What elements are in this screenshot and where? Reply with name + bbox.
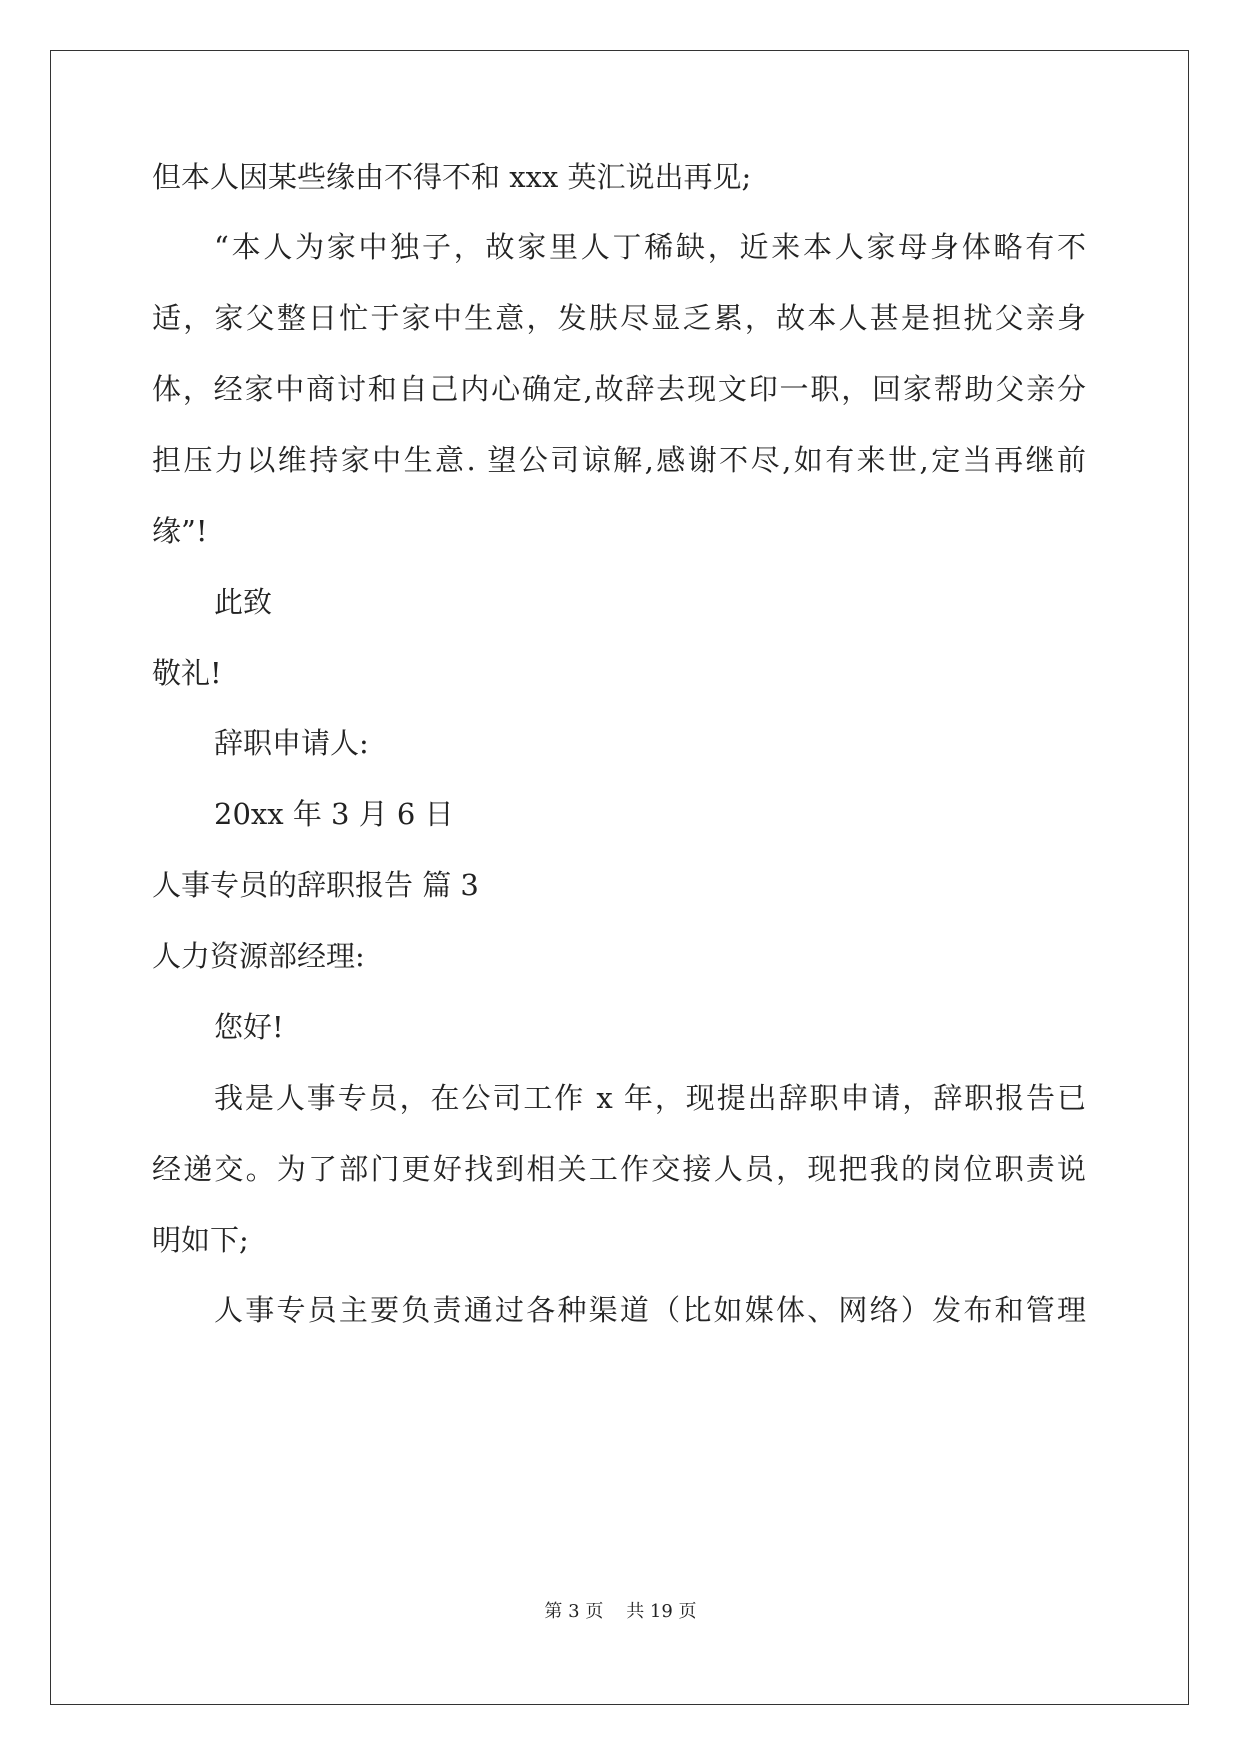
paragraph-line: 人事专员主要负责通过各种渠道（比如媒体、网络）发布和管理 — [214, 1293, 1086, 1327]
paragraph-line: “本人为家中独子，故家里人丁稀缺，近来本人家母身体略有不 — [214, 230, 1086, 264]
date-line: 20xx 年 3 月 6 日 — [214, 797, 454, 831]
page-number: 第 3 页 共 19 页 — [544, 1601, 697, 1622]
paragraph-line: 缘”! — [152, 514, 208, 548]
section-heading: 人事专员的辞职报告 篇 3 — [152, 868, 479, 902]
salutation-line: 敬礼! — [152, 656, 222, 690]
salutation-line: 此致 — [214, 585, 273, 619]
greeting-line: 您好! — [214, 1010, 284, 1044]
paragraph-line: 明如下; — [152, 1223, 249, 1257]
signature-line: 辞职申请人: — [214, 726, 369, 760]
paragraph-line: 适，家父整日忙于家中生意，发肤尽显乏累，故本人甚是担扰父亲身 — [152, 301, 1086, 335]
paragraph-line: 我是人事专员，在公司工作 x 年，现提出辞职申请，辞职报告已 — [214, 1081, 1086, 1115]
paragraph-line: 担压力以维持家中生意. 望公司谅解,感谢不尽,如有来世,定当再继前 — [152, 443, 1086, 477]
paragraph-line: 但本人因某些缘由不得不和 xxx 英汇说出再见; — [152, 160, 752, 194]
addressee-line: 人力资源部经理: — [152, 939, 365, 973]
paragraph-line: 经递交。为了部门更好找到相关工作交接人员，现把我的岗位职责说 — [152, 1152, 1086, 1186]
paragraph-line: 体，经家中商讨和自己内心确定,故辞去现文印一职，回家帮助父亲分 — [152, 372, 1086, 406]
